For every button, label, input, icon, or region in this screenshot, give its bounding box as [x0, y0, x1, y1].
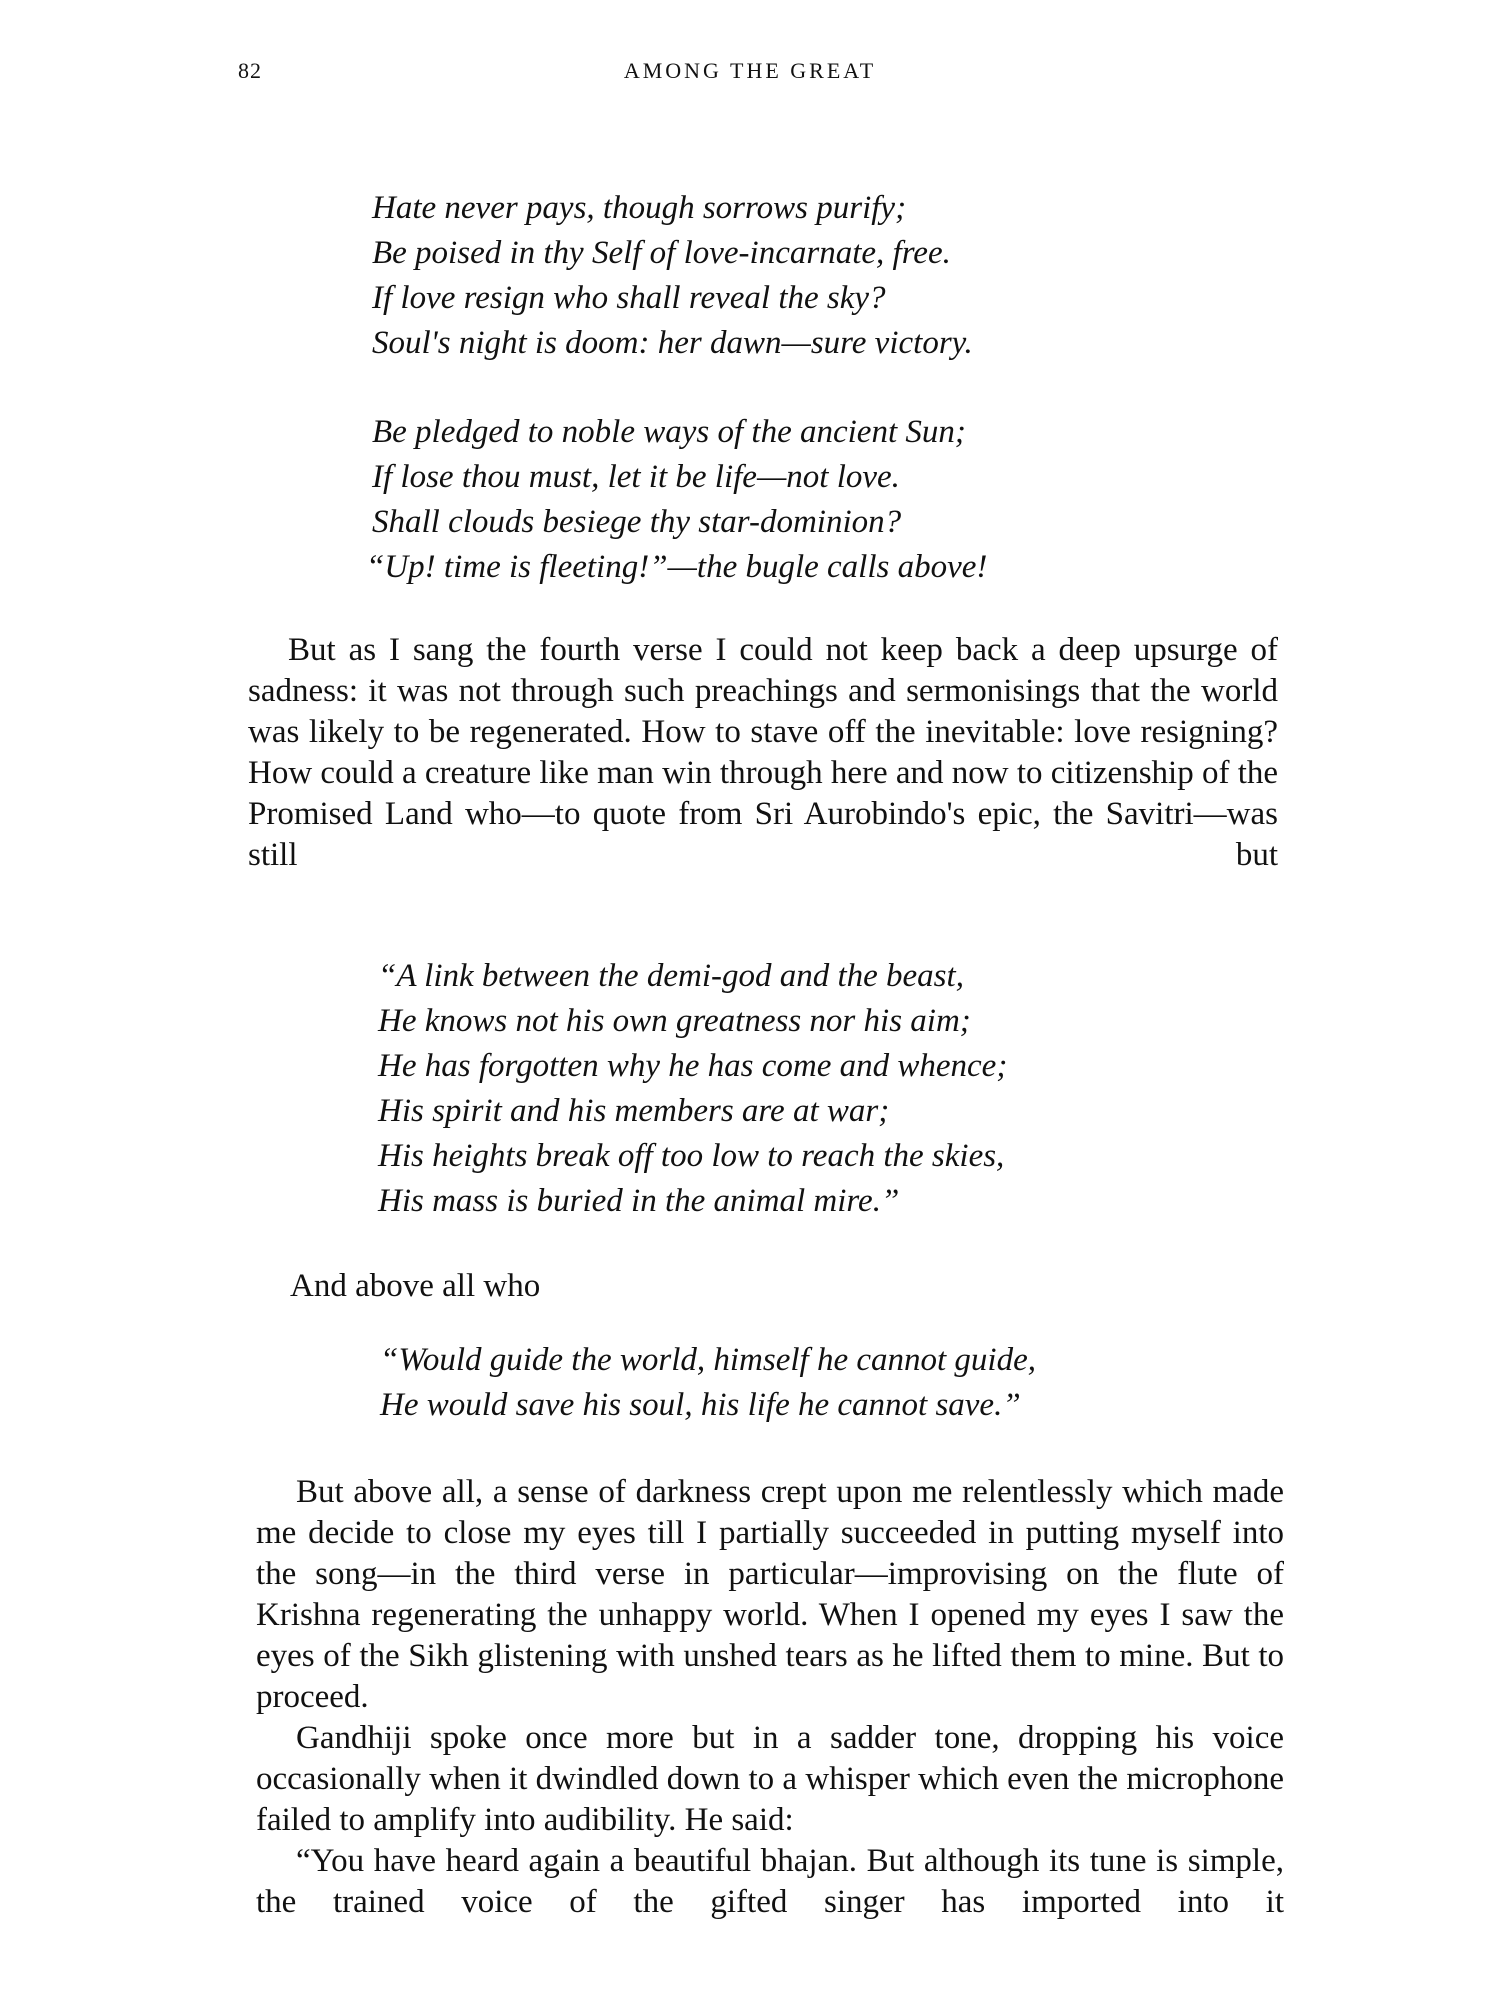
- verse-line: He knows not his own greatness nor his aim;: [378, 1003, 971, 1039]
- paragraph-text: “You have heard again a beautiful bhajan. But although its tune is simple, the trained voice of the gifted singer has imported into it: [256, 1843, 1284, 1920]
- running-title: AMONG THE GREAT: [623, 58, 877, 83]
- paragraph-4: [256, 1718, 1284, 1841]
- paragraph-text: And above all who: [290, 1268, 541, 1304]
- paragraph-text: But as I sang the fourth verse I could not keep back a deep upsurge of sadness: it was not through such preachings and sermonisings that the world was likely to be regenerated. How to stave off the inevitable: love resigning? How could a creature like man win through here and now to citizenship of the Promised Land who—to quote from Sri Aurobindo's epic, the Savitri—was still but: [248, 632, 1279, 873]
- paragraph-3: [256, 1472, 1284, 1718]
- poem-stanza-1: [372, 186, 973, 366]
- page-header: [0, 58, 1500, 98]
- page-number: 82: [238, 58, 262, 83]
- paragraph-text: Gandhiji spoke once more but in a sadder tone, dropping his voice occasionally when it dwindled down to a whisper which even the microphone failed to amplify into audibility. He said:: [256, 1720, 1284, 1838]
- paragraph-1: [248, 630, 1278, 876]
- verse-line: If love resign who shall reveal the sky?: [372, 280, 886, 316]
- savitri-quote-2: [380, 1338, 1036, 1428]
- verse-line: “A link between the demi-god and the beast,: [378, 958, 964, 994]
- verse-line: His spirit and his members are at war;: [378, 1093, 890, 1129]
- paragraph-5: [256, 1841, 1284, 1923]
- paragraph-2: [250, 1266, 1050, 1307]
- paragraph-text: But above all, a sense of darkness crept upon me relentlessly which made me decide to close my eyes till I partially succeeded in putting myself into the song—in the third verse in particular—improvising on the flute of Krishna regenerating the unhappy world. When I opened my eyes I saw the eyes of the Sikh glistening with unshed tears as he lifted them to mine. But to proceed.: [256, 1474, 1284, 1715]
- verse-line: His mass is buried in the animal mire.”: [378, 1183, 900, 1219]
- verse-line: Shall clouds besiege thy star-dominion?: [372, 504, 902, 540]
- verse-line: Be pledged to noble ways of the ancient Sun;: [372, 414, 966, 450]
- verse-line: If lose thou must, let it be life—not love.: [372, 459, 900, 495]
- verse-line: “Up! time is fleeting!”—the bugle calls above!: [366, 549, 988, 585]
- poem-stanza-2: [366, 410, 988, 590]
- verse-line: His heights break off too low to reach the skies,: [378, 1138, 1005, 1174]
- verse-line: He has forgotten why he has come and whence;: [378, 1048, 1008, 1084]
- savitri-quote-1: [378, 954, 1007, 1224]
- verse-line: Hate never pays, though sorrows purify;: [372, 190, 907, 226]
- verse-line: Be poised in thy Self of love-incarnate, free.: [372, 235, 951, 271]
- verse-line: “Would guide the world, himself he cannot guide,: [380, 1342, 1036, 1378]
- verse-line: He would save his soul, his life he cannot save.”: [380, 1387, 1021, 1423]
- verse-line: Soul's night is doom: her dawn—sure victory.: [372, 325, 973, 361]
